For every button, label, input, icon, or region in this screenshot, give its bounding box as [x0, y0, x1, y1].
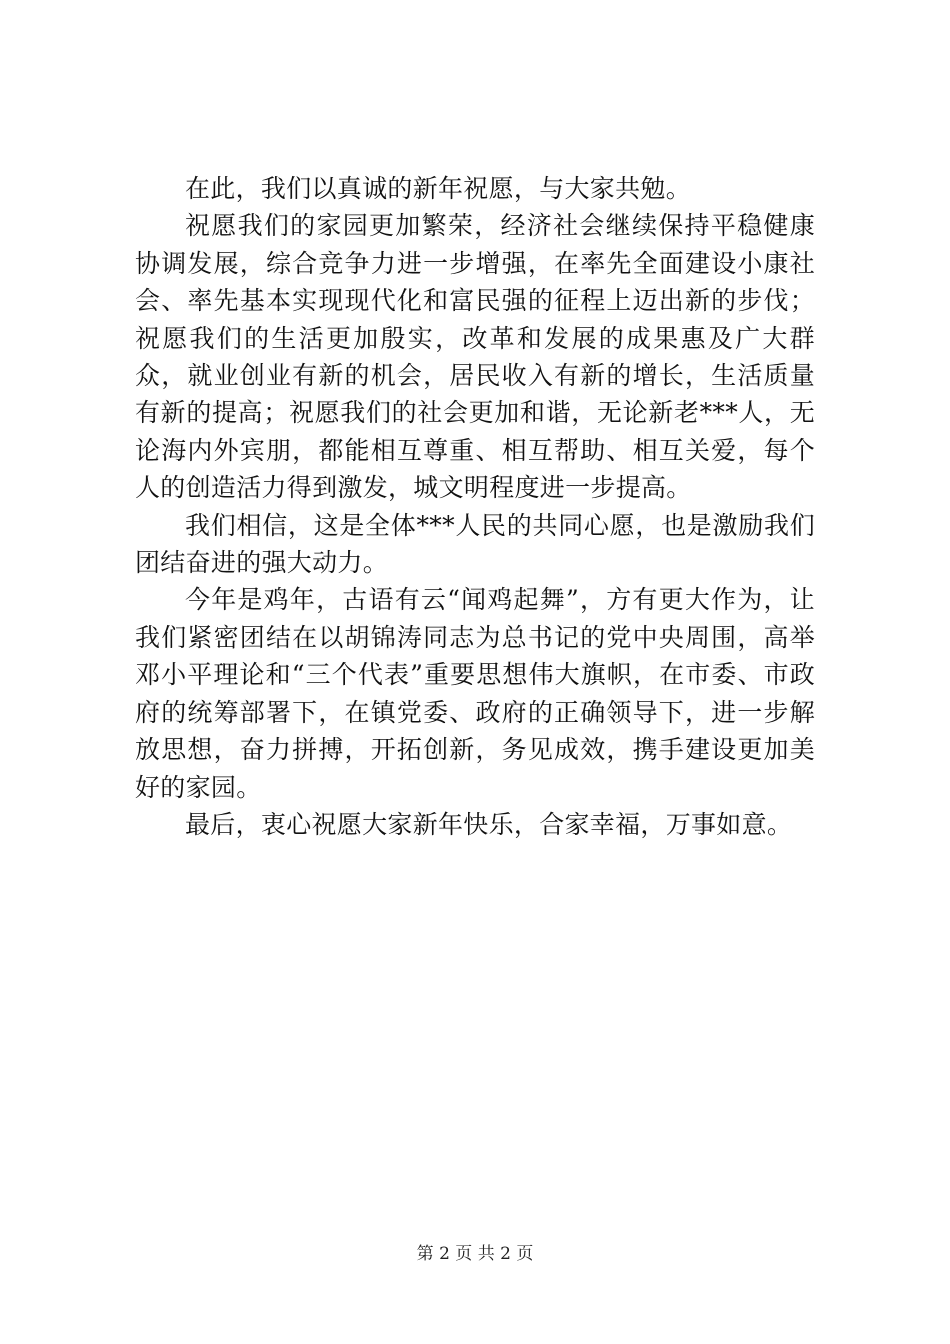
- paragraph-wishes: 祝愿我们的家园更加繁荣，经济社会继续保持平稳健康协调发展，综合竞争力进一步增强，在率先全面建设小康社会、率先基本实现现代化和富民强的征程上迈出新的步伐；祝愿我们的生活更加殷实，改革和发展的成果惠及广大群众，就业创业有新的机会，居民收入有新的增长，生活质量有新的提高；祝愿我们的社会更加和谐，无论新老***人，无论海内外宾朋，都能相互尊重、相互帮助、相互关爱，每个人的创造活力得到激发，城文明程度进一步提高。: [135, 211, 815, 503]
- paragraph-closing: 最后，衷心祝愿大家新年快乐，合家幸福，万事如意。: [185, 809, 793, 839]
- document-body: [135, 170, 815, 843]
- paragraph-call-to-action: 今年是鸡年，古语有云“闻鸡起舞”，方有更大作为，让我们紧密团结在以胡锦涛同志为总书记的党中央周围，高举邓小平理论和“三个代表”重要思想伟大旗帜，在市委、市政府的统筹部署下，在镇党委、政府的正确领导下，进一步解放思想，奋力拼搏，开拓创新，务见成效，携手建设更加美好的家园。: [135, 585, 815, 802]
- page-number-footer: 第 2 页 共 2 页: [416, 1244, 534, 1264]
- paragraph-greeting: 在此，我们以真诚的新年祝愿，与大家共勉。: [185, 174, 692, 203]
- paragraph-belief: 我们相信，这是全体***人民的共同心愿，也是激励我们团结奋进的强大动力。: [135, 510, 815, 578]
